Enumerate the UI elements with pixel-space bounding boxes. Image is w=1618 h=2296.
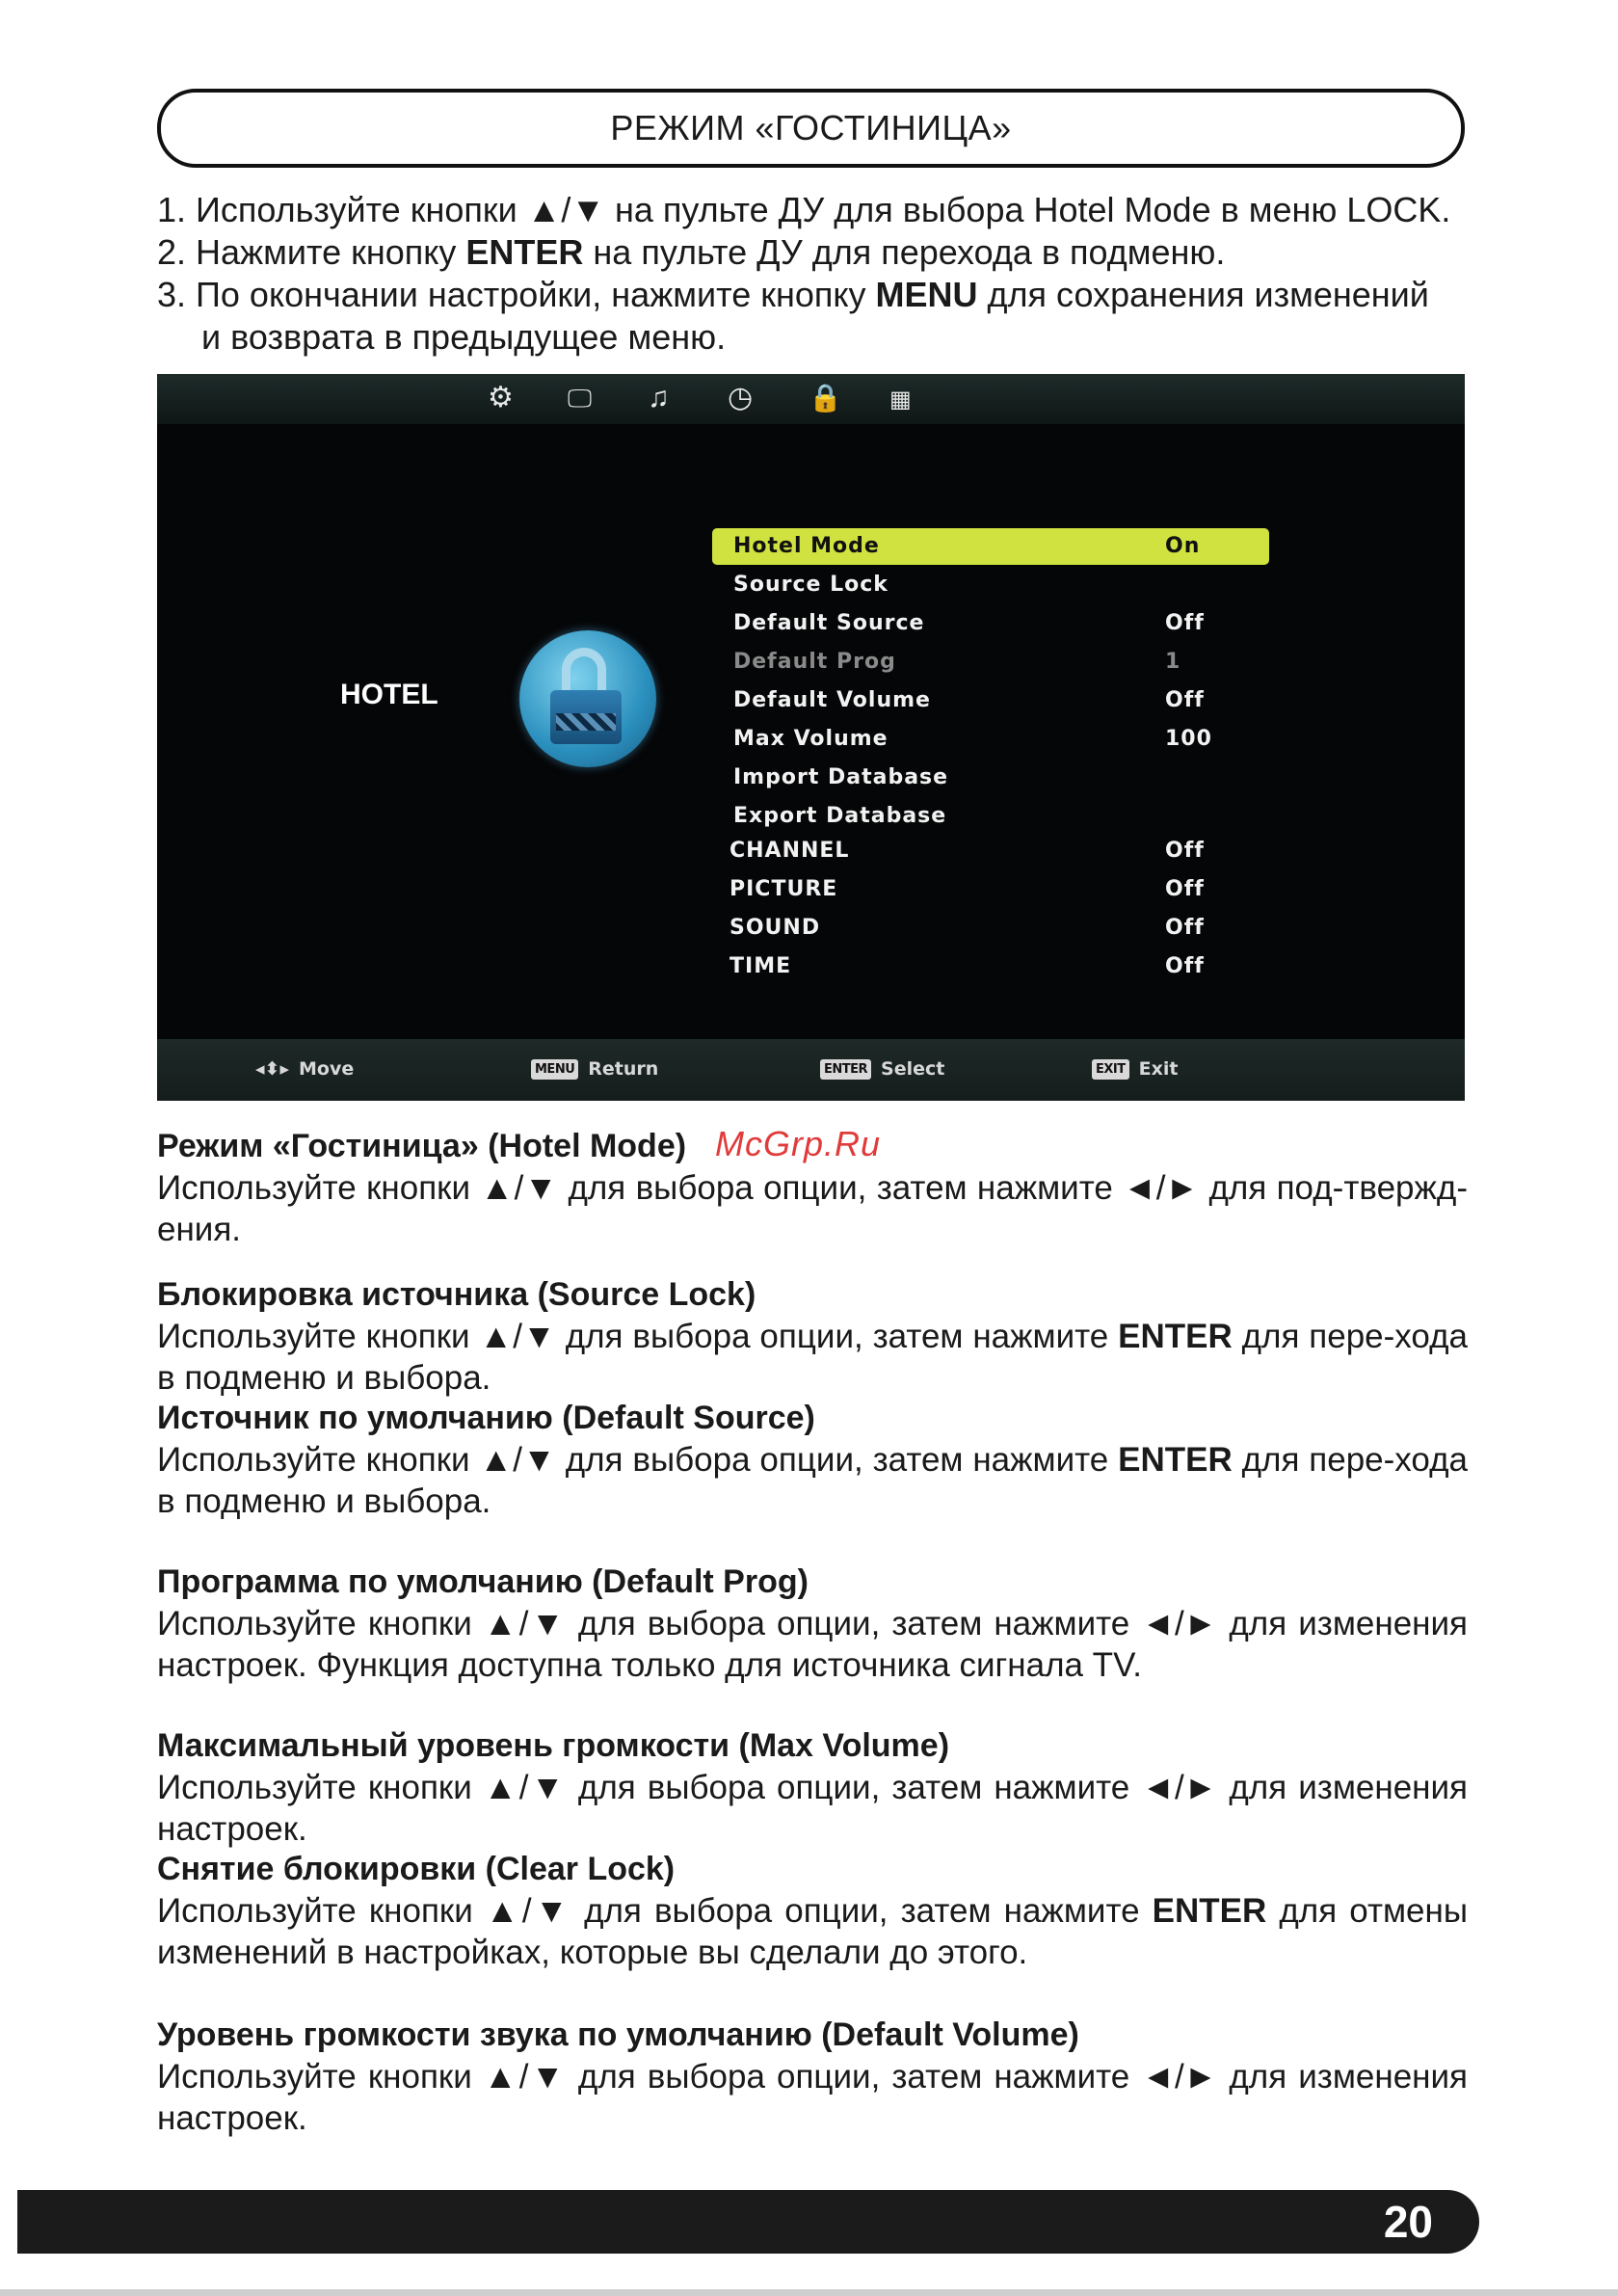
nav-exit: EXIT Exit (1092, 1058, 1178, 1080)
menu-item-picture[interactable] (712, 871, 1269, 908)
menu-item-label: Import Database (733, 765, 949, 789)
menu-item-import-database[interactable] (712, 760, 1269, 796)
page-number: 20 (1383, 2197, 1433, 2247)
nav-return: MENU Return (531, 1058, 658, 1080)
menu-item-value: Off (1165, 916, 1205, 940)
section-default-source: Источник по умолчанию (Default Source) Используйте кнопки ▲/▼ для выбора опции, затем нажмите ENTER для пере-хода в подменю и выбора. (157, 1400, 1468, 1520)
exit-key-icon: EXIT (1092, 1059, 1129, 1080)
menu-key-icon: MENU (531, 1059, 578, 1080)
tv-nav-bar (157, 1039, 1465, 1101)
menu-item-value: 1 (1165, 650, 1181, 674)
menu-item-channel[interactable] (712, 833, 1269, 869)
menu-item-default-prog[interactable] (712, 644, 1269, 681)
menu-item-label: Default Volume (733, 688, 931, 712)
step-1: 1. Используйте кнопки ▲/▼ на пульте ДУ для выбора Hotel Mode в меню LOCK. (157, 190, 1451, 229)
menu-item-label: CHANNEL (729, 839, 850, 863)
menu-item-label: Max Volume (733, 727, 889, 751)
menu-item-source-lock[interactable] (712, 567, 1269, 603)
nav-select: ENTER Select (820, 1058, 944, 1080)
lock-icon[interactable]: 🔒 (809, 383, 842, 413)
menu-item-max-volume[interactable] (712, 721, 1269, 758)
menu-item-label: PICTURE (729, 877, 838, 901)
menu-item-value: 100 (1165, 727, 1212, 751)
menu-item-label: Default Source (733, 611, 925, 635)
padlock-icon (519, 630, 656, 767)
menu-item-sound[interactable] (712, 910, 1269, 947)
hotel-label: HOTEL (340, 679, 438, 710)
menu-item-label: SOUND (729, 916, 821, 940)
menu-item-label: Export Database (733, 804, 947, 828)
menu-item-label: Hotel Mode (733, 534, 880, 558)
menu-item-time[interactable] (712, 948, 1269, 985)
instruction-steps (157, 189, 1468, 359)
page-title: РЕЖИМ «ГОСТИНИЦА» (157, 89, 1465, 168)
menu-item-hotel-mode[interactable] (712, 528, 1269, 565)
menu-item-value: Off (1165, 877, 1205, 901)
menu-item-export-database[interactable] (712, 798, 1269, 835)
menu-item-value: Off (1165, 954, 1205, 978)
tv-top-bar (157, 374, 1465, 424)
section-max-volume: Максимальный уровень громкости (Max Volume) Используйте кнопки ▲/▼ для выбора опции, затем нажмите ◄/► для изменения настроек. (157, 1727, 1468, 1848)
menu-item-default-volume[interactable] (712, 682, 1269, 719)
menu-item-label: Default Prog (733, 650, 896, 674)
watermark: McGrp.Ru (715, 1124, 882, 1163)
tv-menu-screenshot (157, 374, 1465, 1101)
step-3-cont: и возврата в предыдущее меню. (201, 317, 727, 357)
menu-item-label: Source Lock (733, 573, 889, 597)
menu-item-value: Off (1165, 839, 1205, 863)
bottom-divider (0, 2289, 1618, 2296)
move-arrows-icon: ◂⬍▸ (255, 1058, 289, 1080)
menu-item-value: Off (1165, 688, 1205, 712)
gear-icon[interactable]: ⚙ (488, 382, 514, 414)
section-source-lock: Блокировка источника (Source Lock) Используйте кнопки ▲/▼ для выбора опции, затем нажмите ENTER для пере-хода в подменю и выбора. (157, 1276, 1468, 1397)
menu-item-value: Off (1165, 611, 1205, 635)
grid-icon[interactable]: ▦ (889, 387, 912, 413)
section-hotel-mode: Режим «Гостиница» (Hotel Mode) Используйте кнопки ▲/▼ для выбора опции, затем нажмите ◄/► для под-тверждения. (157, 1128, 1468, 1248)
music-icon[interactable]: ♫ (648, 382, 670, 414)
monitor-icon[interactable]: 🖵 (568, 384, 593, 413)
section-default-prog: Программа по умолчанию (Default Prog) Используйте кнопки ▲/▼ для выбора опции, затем нажмите ◄/► для изменения настроек. Функция доступна только для источника сигнала TV. (157, 1563, 1468, 1684)
enter-key-icon: ENTER (820, 1059, 871, 1080)
menu-item-value: On (1165, 534, 1201, 558)
step-2: 2. Нажмите кнопку ENTER на пульте ДУ для перехода в подменю. (157, 232, 1226, 272)
menu-item-label: TIME (729, 954, 792, 978)
clock-icon[interactable]: ◷ (728, 382, 754, 414)
footer-bar (17, 2190, 1479, 2254)
step-3: 3. По окончании настройки, нажмите кнопку MENU для сохранения изменений (157, 275, 1429, 314)
menu-item-default-source[interactable] (712, 605, 1269, 642)
nav-move: ◂⬍▸ Move (255, 1058, 355, 1080)
section-clear-lock: Снятие блокировки (Clear Lock) Используйте кнопки ▲/▼ для выбора опции, затем нажмите ENTER для отмены изменений в настройках, которые вы сделали до этого. (157, 1851, 1468, 1971)
section-default-volume: Уровень громкости звука по умолчанию (Default Volume) Используйте кнопки ▲/▼ для выбора опции, затем нажмите ◄/► для изменения настроек. (157, 2016, 1468, 2137)
